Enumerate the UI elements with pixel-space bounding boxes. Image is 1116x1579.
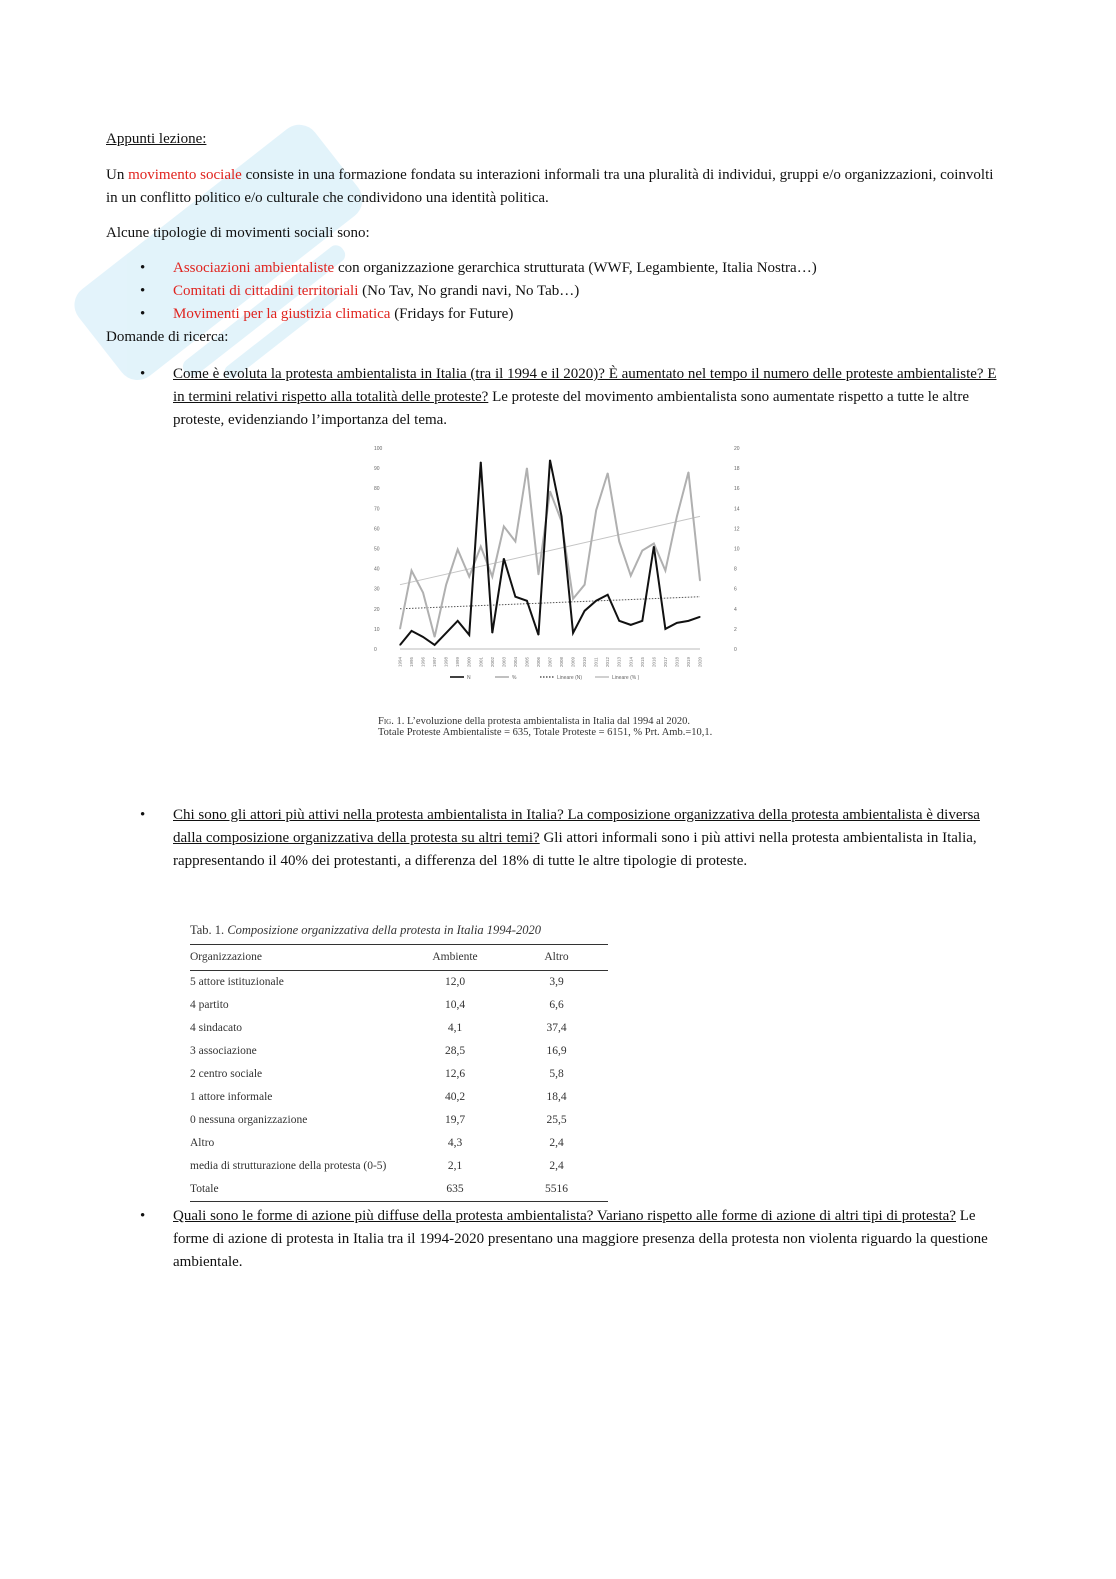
data-point <box>526 468 527 469</box>
x-tick-label: 2010 <box>582 656 588 667</box>
data-point <box>676 622 677 623</box>
table-cell-value: 4,1 <box>447 1022 463 1034</box>
x-tick-label: 2016 <box>651 656 657 667</box>
data-point <box>653 546 654 547</box>
list-item <box>106 280 1006 303</box>
data-point <box>653 543 654 544</box>
document-body <box>106 128 1006 1274</box>
data-point <box>596 600 597 601</box>
list-item <box>106 363 1006 432</box>
x-tick-label: 2008 <box>559 656 565 667</box>
table-cell-label: Totale <box>190 1178 405 1202</box>
data-point <box>434 636 435 637</box>
x-tick-label: 1999 <box>455 656 461 667</box>
table-cell-value: 12,6 <box>444 1068 466 1080</box>
y-tick-label-left: 40 <box>374 566 380 573</box>
intro-post: consiste in una formazione fondata su interazioni informali tra una pluralità di individui, gruppi e/o organizzazioni, coinvolti in un conflitto politico e/o culturale che condividono una identità politica. <box>106 167 994 206</box>
table-cell-value: 5516 <box>505 1178 608 1202</box>
data-point <box>665 570 666 571</box>
data-point <box>469 576 470 577</box>
data-point <box>492 632 493 633</box>
table-cell-value: 25,5 <box>546 1114 567 1126</box>
table-cell-label: 0 nessuna organizzazione <box>190 1114 308 1126</box>
y-tick-label-left: 100 <box>374 446 383 452</box>
table-cell-label: 3 associazione <box>190 1045 257 1057</box>
table-cell-value: 3,9 <box>549 976 564 988</box>
data-point <box>480 546 481 547</box>
data-point <box>572 598 573 599</box>
type-rest: (Fridays for Future) <box>390 306 514 322</box>
table-cell-label: media di strutturazione della protesta (0-5) <box>190 1160 387 1172</box>
y-tick-label-right: 4 <box>734 606 737 613</box>
figure-caption <box>378 716 798 738</box>
x-tick-label: 1998 <box>443 656 449 667</box>
data-point <box>676 516 677 517</box>
data-point <box>422 592 423 593</box>
table-cell-value: 28,5 <box>444 1045 466 1057</box>
table-row <box>190 1017 608 1040</box>
y-tick-label-left: 10 <box>374 626 380 633</box>
legend-label: % <box>512 675 517 681</box>
table-row <box>190 1109 608 1132</box>
y-tick-label-right: 8 <box>734 566 737 573</box>
table-cell-value: 12,0 <box>444 976 466 988</box>
data-point <box>503 558 504 559</box>
question-text: Chi sono gli attori più attivi nella protesta ambientalista in Italia? La composizione organizzativa della protesta ambientalista è diversa dalla composizione organizzativa della protesta su altri temi? <box>173 807 980 846</box>
data-point <box>642 620 643 621</box>
x-tick-label: 2000 <box>466 656 472 667</box>
data-point <box>619 541 620 542</box>
data-point <box>561 516 562 517</box>
table-cell-value: 2,1 <box>447 1160 463 1172</box>
table-1-wrapper <box>190 919 1006 1195</box>
data-point <box>596 510 597 511</box>
question-text: Quali sono le forme di azione più diffuse della protesta ambientalista? Variano rispetto alle forme di azione di altri tipi di protesta? <box>173 1208 956 1224</box>
data-point <box>699 616 700 617</box>
legend-label: N <box>467 675 471 681</box>
questions-list <box>106 1205 1006 1274</box>
data-point <box>538 634 539 635</box>
data-point <box>526 600 527 601</box>
column-header: Organizzazione <box>190 945 405 971</box>
table-title: Composizione organizzativa della protesta in Italia 1994-2020 <box>227 923 541 937</box>
table-row <box>190 1063 608 1086</box>
types-list <box>106 257 1006 326</box>
questions-list <box>106 804 1006 873</box>
column-header: Ambiente <box>405 945 505 971</box>
type-term: Comitati di cittadini territoriali <box>173 283 359 299</box>
answer-text: Le proteste del movimento ambientalista sono aumentate rispetto a tutte le altre proteste, evidenziando l’importanza del tema. <box>173 389 969 428</box>
data-point <box>411 630 412 631</box>
type-rest: con organizzazione gerarchica strutturata (WWF, Legambiente, Italia Nostra…) <box>334 260 817 276</box>
y-tick-label-right: 12 <box>734 526 740 533</box>
data-point <box>469 634 470 635</box>
table-cell-value: 635 <box>405 1178 505 1202</box>
type-term: Movimenti per la giustizia climatica <box>173 306 391 322</box>
data-point <box>411 570 412 571</box>
data-point <box>630 575 631 576</box>
table-cell-label: 4 partito <box>190 999 229 1011</box>
table-cell-value: 4,3 <box>447 1137 463 1149</box>
series-line <box>400 460 700 645</box>
x-tick-label: 1997 <box>432 656 438 667</box>
table-cell-value: 10,4 <box>444 999 466 1011</box>
table-row <box>190 1132 608 1155</box>
y-tick-label-right: 0 <box>734 647 737 653</box>
data-point <box>607 473 608 474</box>
x-tick-label: 2004 <box>512 656 518 667</box>
type-rest: (No Tav, No grandi navi, No Tab…) <box>358 283 580 299</box>
y-tick-label-right: 16 <box>734 486 740 493</box>
table-cell-label: Altro <box>190 1137 215 1149</box>
data-point <box>446 584 447 585</box>
data-point <box>422 636 423 637</box>
table-row <box>190 1086 608 1109</box>
table-prefix: Tab. 1. <box>190 923 228 937</box>
x-tick-label: 2018 <box>674 656 680 667</box>
y-tick-label-right: 10 <box>734 546 740 553</box>
data-point <box>619 620 620 621</box>
y-tick-label-left: 20 <box>374 606 380 613</box>
table-cell-value: 19,7 <box>444 1114 466 1126</box>
x-tick-label: 2009 <box>570 656 576 667</box>
data-point <box>549 459 550 460</box>
research-label: Domande di ricerca: <box>106 329 229 345</box>
list-item <box>106 804 1006 873</box>
data-point <box>665 628 666 629</box>
types-intro: Alcune tipologie di movimenti sociali sono: <box>106 225 370 241</box>
figure-label: Fig. 1. <box>378 716 405 727</box>
answer-text: Le forme di azione di protesta in Italia tra il 1994-2020 presentano una maggiore presenza della protesta non violenta riguardo la questione ambientale. <box>173 1208 988 1270</box>
data-point <box>549 491 550 492</box>
section-heading: Appunti lezione: <box>106 131 207 147</box>
intro-pre: Un <box>106 167 129 183</box>
list-item <box>106 257 1006 280</box>
x-tick-label: 1994 <box>397 656 403 667</box>
x-tick-label: 1996 <box>420 656 426 667</box>
figure-1 <box>106 440 1006 804</box>
x-tick-label: 2017 <box>662 656 668 667</box>
data-point <box>688 620 689 621</box>
data-point <box>399 628 400 629</box>
term-movimento-sociale: movimento sociale <box>128 167 242 183</box>
figure-title: L’evoluzione della protesta ambientalista in Italia dal 1994 al 2020. <box>404 716 691 727</box>
data-point <box>457 549 458 550</box>
data-point <box>515 541 516 542</box>
table-caption <box>190 919 608 945</box>
x-tick-label: 2006 <box>535 656 541 667</box>
data-point <box>457 620 458 621</box>
data-point <box>572 632 573 633</box>
table-cell-value: 18,4 <box>546 1091 567 1103</box>
data-point <box>434 644 435 645</box>
data-point <box>630 624 631 625</box>
y-tick-label-right: 2 <box>734 626 737 633</box>
table-cell-label: 1 attore informale <box>190 1091 273 1103</box>
y-tick-label-left: 0 <box>374 647 377 653</box>
table-row <box>190 1040 608 1063</box>
data-point <box>607 594 608 595</box>
x-tick-label: 2012 <box>605 656 611 667</box>
table-cell-value: 37,4 <box>546 1022 567 1034</box>
y-tick-label-right: 14 <box>734 506 740 513</box>
table-cell-label: 5 attore istituzionale <box>190 976 284 988</box>
x-tick-label: 2013 <box>616 656 622 667</box>
data-point <box>492 576 493 577</box>
table-cell-value: 2,4 <box>549 1160 564 1172</box>
table-cell-value: 6,6 <box>549 999 564 1011</box>
definition-paragraph <box>106 164 1006 210</box>
list-item <box>106 1205 1006 1274</box>
legend-label: Lineare (% ) <box>612 675 640 681</box>
table-cell-value: 40,2 <box>444 1091 466 1103</box>
x-tick-label: 2019 <box>685 656 691 667</box>
figure-note: Totale Proteste Ambientaliste = 635, Totale Proteste = 6151, % Prt. Amb.=10,1. <box>378 727 713 738</box>
x-tick-label: 1995 <box>409 656 415 667</box>
data-point <box>515 596 516 597</box>
y-tick-label-left: 90 <box>374 466 380 473</box>
data-point <box>642 550 643 551</box>
data-point <box>538 574 539 575</box>
column-header: Altro <box>505 945 608 971</box>
x-tick-label: 2020 <box>697 656 703 667</box>
data-point <box>480 461 481 462</box>
y-tick-label-left: 30 <box>374 586 380 593</box>
table-cell-value: 2,4 <box>549 1137 564 1149</box>
data-point <box>399 644 400 645</box>
table-cell-value: 16,9 <box>546 1045 567 1057</box>
y-tick-label-left: 80 <box>374 486 380 493</box>
data-point <box>446 632 447 633</box>
question-text: Come è evoluta la protesta ambientalista in Italia (tra il 1994 e il 2020)? È aumentato nel tempo il numero delle proteste ambientaliste? E in termini relativi rispetto alla totalità delle proteste? <box>173 366 997 405</box>
table-cell-label: 2 centro sociale <box>190 1068 263 1080</box>
y-tick-label-left: 60 <box>374 526 380 533</box>
list-item <box>106 303 1006 326</box>
table-row <box>190 1178 608 1202</box>
x-tick-label: 2005 <box>524 656 530 667</box>
data-point <box>503 526 504 527</box>
table-cell-value: 5,8 <box>549 1068 564 1080</box>
composition-table <box>190 919 608 1202</box>
x-tick-label: 2014 <box>628 656 634 667</box>
y-tick-label-right: 18 <box>734 466 740 473</box>
x-tick-label: 2001 <box>478 656 484 667</box>
trendline <box>400 597 700 609</box>
answer-text: Gli attori informali sono i più attivi nella protesta ambientalista in Italia, rappresentando il 40% dei protestanti, a differenza del 18% di tutte le altre tipologie di proteste. <box>173 830 977 869</box>
data-point <box>584 610 585 611</box>
table-row <box>190 994 608 1017</box>
data-point <box>688 472 689 473</box>
x-tick-label: 2003 <box>501 656 507 667</box>
table-row <box>190 971 608 995</box>
questions-list <box>106 363 1006 432</box>
y-tick-label-right: 20 <box>734 446 740 452</box>
x-tick-label: 2011 <box>593 657 599 667</box>
table-cell-label: 4 sindacato <box>190 1022 243 1034</box>
x-tick-label: 2015 <box>639 656 645 667</box>
x-tick-label: 2002 <box>489 656 495 667</box>
line-chart <box>106 440 1006 730</box>
x-tick-label: 2007 <box>547 656 553 667</box>
table-row <box>190 1155 608 1178</box>
y-tick-label-right: 6 <box>734 586 737 593</box>
data-point <box>699 580 700 581</box>
y-tick-label-left: 70 <box>374 506 380 513</box>
data-point <box>584 584 585 585</box>
table-header-row <box>190 945 608 971</box>
legend-label: Lineare (N) <box>557 675 583 681</box>
type-term: Associazioni ambientaliste <box>173 260 335 276</box>
y-tick-label-left: 50 <box>374 546 380 553</box>
